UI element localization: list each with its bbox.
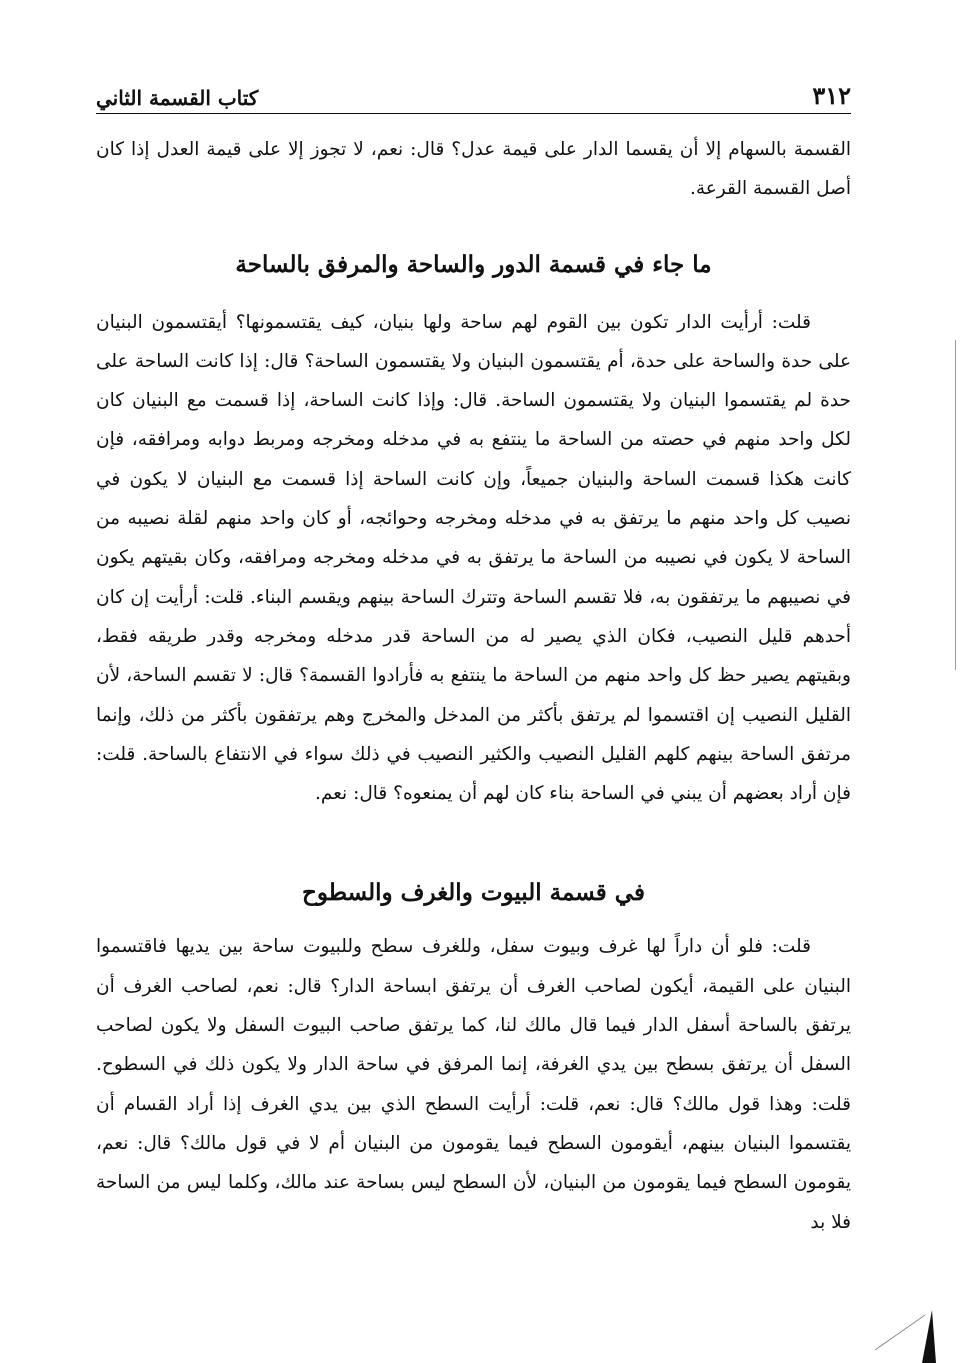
header-rule <box>96 113 851 114</box>
scan-margin-line <box>955 340 956 670</box>
section-heading-rooms-roofs: في قسمة البيوت والغرف والسطوح <box>302 879 645 907</box>
page-corner-shadow <box>870 1290 960 1363</box>
section-body-rooms-roofs: قلت: فلو أن داراً لها غرف وبيوت سفل، وللغرف سطح وللبيوت ساحة بين يديها فاقتسموا البنيان على القيمة، أيكون لصاحب الغرف أن يرتفق ابساحة الدار؟ قال: نعم، لصاحب الغرف أن يرتفق بالساحة أسفل الدار فيما قال مالك لنا، كما يرتفق صاحب البيوت السفل ولا يكون لصاحب السفل أن يرتفق بسطح بين يدي الغرفة، إنما المرفق في ساحة الدار ولا يكون ذلك في السطوح. قلت: وهذا قول مالك؟ قال: نعم، قلت: أرأيت السطح الذي بين يدي الغرف إذا أراد القسام أن يقتسموا البنيان بينهم، أيقومون السطح فيما يقومون من البنيان أم لا في قول مالك؟ قال: نعم، يقومون السطح فيما يقومون من البنيان، لأن السطح ليس بساحة عند مالك، وكلما ليس من الساحة فلا بد <box>96 936 851 1233</box>
page-content <box>96 130 851 1242</box>
section-body-houses-courtyard: قلت: أرأيت الدار تكون بين القوم لهم ساحة ولها بنيان، كيف يقتسمونها؟ أيقتسمون البنيان على حدة والساحة على حدة، أم يقتسمون البنيان ولا يقتسمون الساحة؟ قال: إذا كانت الساحة على حدة لم يقتسموا البنيان ولا يقتسمون الساحة. قال: وإذا كانت الساحة، إذا قسمت مع البنيان كان لكل واحد منهم في حصته من الساحة ما ينتفع به في مدخله ومخرجه ومربط دوابه ومرافقه، فإن كانت هكذا قسمت الساحة والبنيان جميعاً، وإن كانت الساحة إذا قسمت مع البنيان لا يكون في نصيب كل واحد منهم ما يرتفق به في مدخله ومخرجه وحوائجه، أو كان واحد منهم لقلة نصيبه من الساحة لا يكون في نصيبه من الساحة ما يرتفق به في مدخله ومخرجه ومرافقه، وكان بقيتهم يكون في نصيبهم ما يرتفقون به، فلا تقسم الساحة وتترك الساحة بينهم ويقسم البناء. قلت: أرأيت إن كان أحدهم قليل النصيب، فكان الذي يصير له من الساحة قدر مدخله ومخرجه وقدر طريقه فقط، وبقيتهم يصير حظ كل واحد منهم من الساحة ما ينتفع به فأرادوا القسمة؟ قال: لا تقسم الساحة، لأن القليل النصيب إن اقتسموا لم يرتفق بأكثر من المدخل والمخرج وهم يرتفقون بأكثر من ذلك، وإنما مرتفق الساحة بينهم كلهم القليل النصيب والكثير النصيب في ذلك سواء في الانتفاع بالساحة. قلت: فإن أراد بعضهم أن يبني في الساحة بناء كان لهم أن يمنعوه؟ قال: نعم. <box>96 311 851 805</box>
section-heading-houses-courtyard: ما جاء في قسمة الدور والساحة والمرفق بالساحة <box>235 250 712 278</box>
running-header <box>96 66 851 108</box>
book-title: كتاب القسمة الثاني <box>96 86 259 110</box>
continuation-paragraph: القسمة بالسهام إلا أن يقسما الدار على قيمة عدل؟ قال: نعم، لا تجوز إلا على قيمة العدل إذا كان أصل القسمة القرعة. <box>96 139 851 200</box>
page-number: ٣١٢ <box>812 81 851 110</box>
